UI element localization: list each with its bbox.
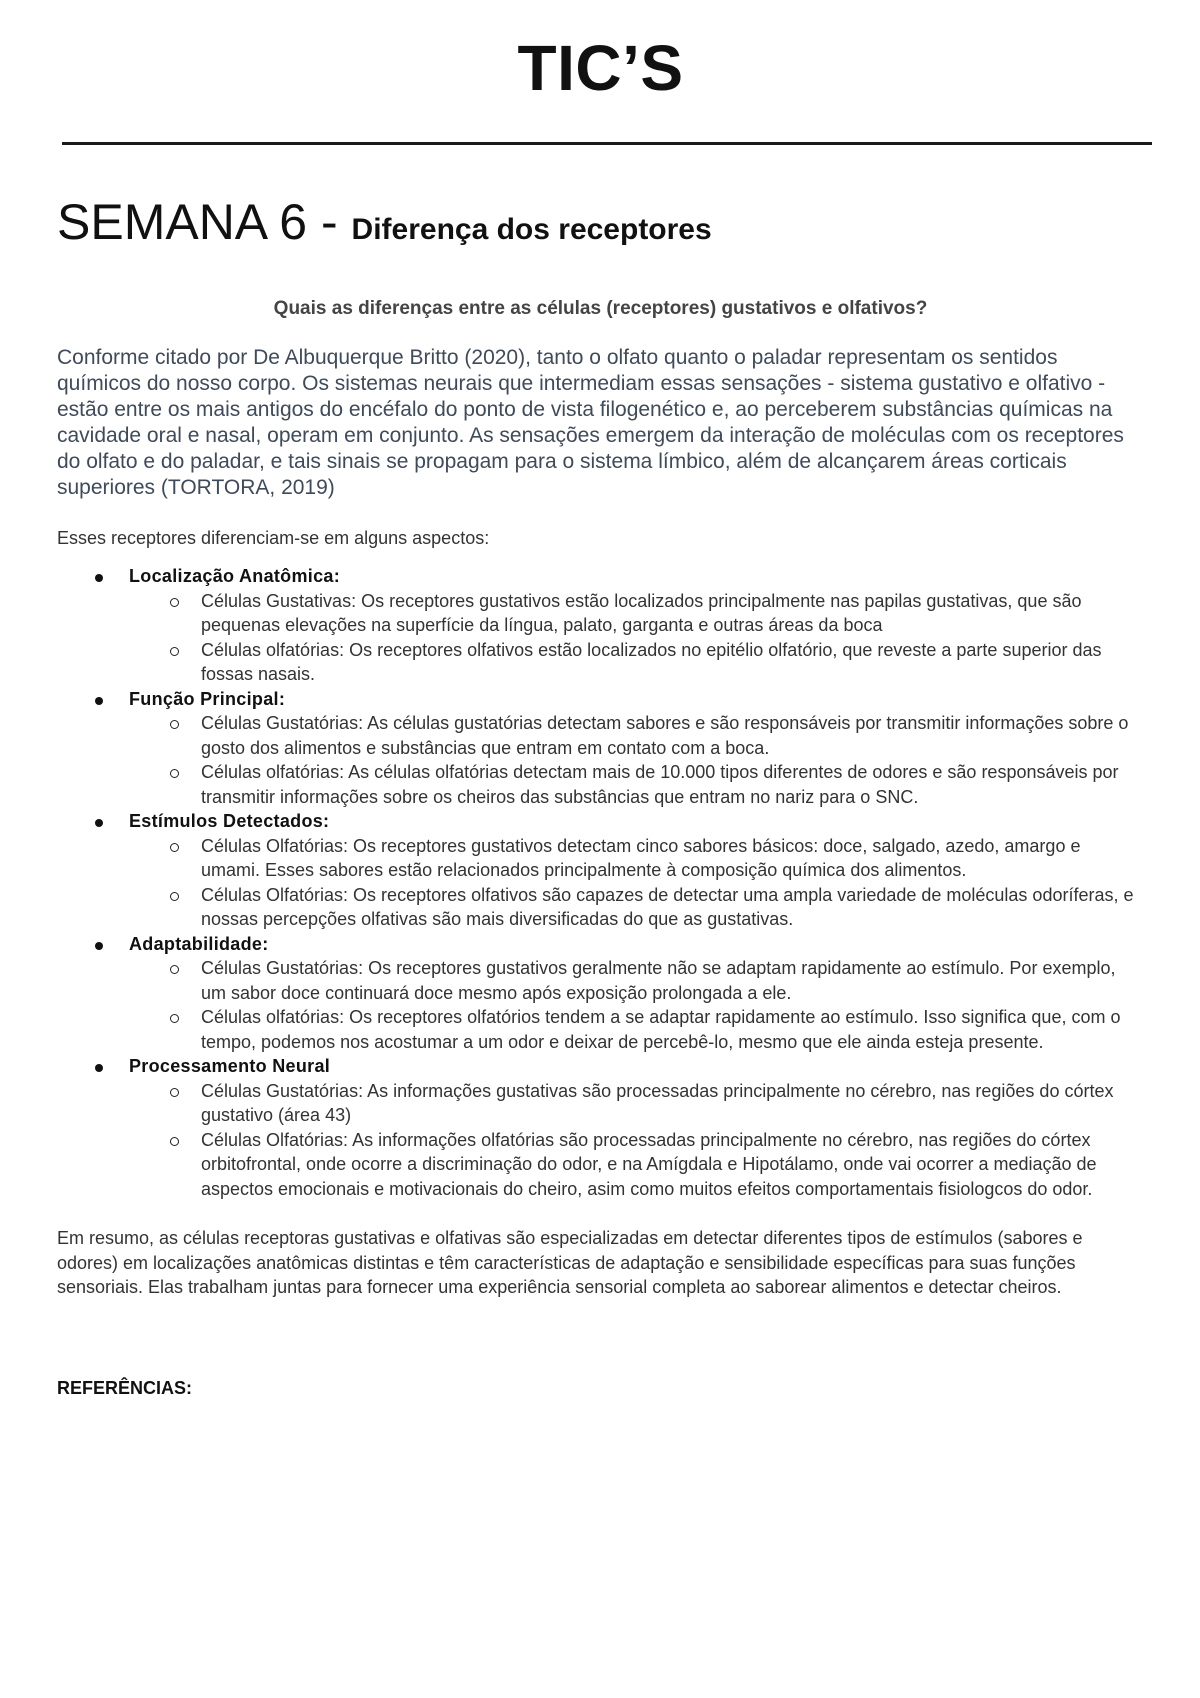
aspect-detail [201,834,1144,883]
aspect-detail [201,883,1144,932]
aspect-detail [201,956,1144,1005]
aspect-heading: Localização Anatômica: [129,566,340,586]
horizontal-divider [62,142,1152,145]
aspect-heading: Adaptabilidade: [129,933,269,954]
bullet-icon [95,574,103,582]
circle-bullet-icon [170,965,179,974]
aspect-detail-text: Células Gustativas: Os receptores gustativos estão localizados principalmente nas papilas gustativas, que são pequenas elevações na superfície da língua, palato, garganta e outras áreas da boca [201,590,1082,635]
aspect-heading: Processamento Neural [129,1056,331,1076]
question-heading: Quais as diferenças entre as células (receptores) gustativos e olfativos? [273,298,928,319]
aspect-heading: Função Principal: [129,688,286,709]
aspect-detail [201,711,1144,760]
summary-paragraph: Em resumo, as células receptoras gustativas e olfativas são especializadas em detectar diferentes tipos de estímulos (sabores e odores) em localizações anatômicas distintas e têm características de adaptação e sensibilidade específicas para suas funções sensoriais. Elas trabalham juntas para fornecer uma experiência sensorial completa ao saborear alimentos e detectar cheiros. [57,1228,1083,1297]
document-title: TIC’S [517,32,684,104]
aspect-detail-text: Células olfatórias: Os receptores olfatórios tendem a se adaptar rapidamente ao estímulo. Isso significa que, com o tempo, podemos nos acostumar a um odor e deixar de percebê-lo, mesmo que ele ainda esteja presente. [201,1007,1121,1052]
circle-bullet-icon [170,598,179,607]
aspects-lead-text: Esses receptores diferenciam-se em alguns aspectos: [57,528,490,548]
bullet-icon [95,942,103,950]
aspect-item [129,932,1144,1055]
circle-bullet-icon [170,647,179,656]
circle-bullet-icon [170,720,179,729]
circle-bullet-icon [170,769,179,778]
aspect-detail-text: Células Gustatórias: Os receptores gustativos geralmente não se adaptam rapidamente ao estímulo. Por exemplo, um sabor doce continuará doce mesmo após exposição prolongada a ele. [201,958,1116,1003]
circle-bullet-icon [170,1014,179,1023]
bullet-icon [95,1064,103,1072]
aspect-detail-text: Células Olfatórias: Os receptores gustativos detectam cinco sabores básicos: doce, salgado, azedo, amargo e umami. Esses sabores estão relacionados principalmente à composição química dos alimentos. [201,835,1081,880]
aspect-heading: Estímulos Detectados: [129,811,330,831]
aspect-item [129,564,1144,687]
circle-bullet-icon [170,892,179,901]
circle-bullet-icon [170,843,179,852]
aspect-detail [201,589,1144,638]
bullet-icon [95,697,103,705]
aspect-sublist [129,1079,1144,1202]
aspect-item [129,1054,1144,1201]
aspect-detail-text: Células olfatórias: As células olfatórias detectam mais de 10.000 tipos diferentes de odores e são responsáveis por transmitir informações sobre os cheiros das substâncias que entram no nariz para o SNC. [201,762,1119,807]
week-heading-subtitle: Diferença dos receptores [351,213,712,246]
aspect-detail-text: Células Olfatórias: Os receptores olfativos são capazes de detectar uma ampla variedade de moléculas odoríferas, e nossas percepções olfativas são mais diversificadas do que as gustativas. [201,884,1134,929]
aspect-detail-text: Células olfatórias: Os receptores olfativos estão localizados no epitélio olfatório, que reveste a parte superior das fossas nasais. [201,639,1102,684]
aspect-sublist [129,711,1144,809]
aspect-sublist [129,956,1144,1054]
references-heading: REFERÊNCIAS: [57,1377,193,1398]
aspect-sublist [129,834,1144,932]
aspect-detail [201,638,1144,687]
aspect-item [129,687,1144,810]
circle-bullet-icon [170,1137,179,1146]
bullet-icon [95,819,103,827]
circle-bullet-icon [170,1088,179,1097]
aspects-list [57,564,1144,1201]
aspect-detail-text: Células Gustatórias: As células gustatórias detectam sabores e são responsáveis por transmitir informações sobre o gosto dos alimentos e substâncias que entram em contato com a boca. [201,713,1129,758]
aspect-detail-text: Células Olfatórias: As informações olfatórias são processadas principalmente no cérebro, nas regiões do córtex orbitofrontal, onde ocorre a discriminação do odor, e na Amígdala e Hipotálamo, onde vai ocorrer a mediação de aspectos emocionais e motivacionais do cheiro, asim como muitos efeitos comportamentais fisiologcos do odor. [201,1129,1097,1199]
aspect-sublist [129,589,1144,687]
week-heading-main: SEMANA 6 - [57,194,352,250]
week-heading [57,194,1144,250]
aspect-detail [201,1005,1144,1054]
aspect-detail [201,1128,1144,1202]
intro-paragraph: Conforme citado por De Albuquerque Britto (2020), tanto o olfato quanto o paladar representam os sentidos químicos do nosso corpo. Os sistemas neurais que intermediam essas sensações - sistema gustativo e olfativo - estão entre os mais antigos do encéfalo do ponto de vista filogenético e, ao perceberem substâncias químicas na cavidade oral e nasal, operam em conjunto. As sensações emergem da interação de moléculas com os receptores do olfato e do paladar, e tais sinais se propagam para o sistema límbico, além de alcançarem áreas corticais superiores (TORTORA, 2019) [57,346,1124,499]
aspect-detail [201,1079,1144,1128]
aspect-detail-text: Células Gustatórias: As informações gustativas são processadas principalmente no cérebro, nas regiões do córtex gustativo (área 43) [201,1080,1114,1125]
aspect-item [129,809,1144,932]
aspect-detail [201,760,1144,809]
